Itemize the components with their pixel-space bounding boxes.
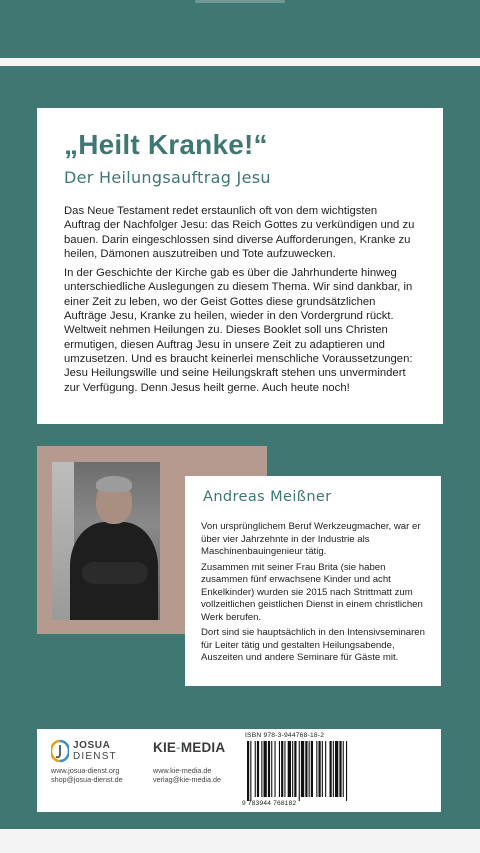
blurb-paragraph-1: Das Neue Testament redet erstaunlich oft von dem wichtigsten Auftrag der Nachfolger Jesu: das Reich Gottes zu verkündigen und zu bauen. Darin eingeschlossen sind diverse Aufforderungen, Kranke zu heilen, Dämonen auszutreiben und Tote aufzuwecken. <box>64 205 415 260</box>
kie-mail-link[interactable]: verlag@kie-media.de <box>153 775 222 785</box>
josua-contact <box>51 766 123 785</box>
barcode-bar <box>346 741 347 801</box>
kie-logo-dash: - <box>176 740 181 755</box>
kie-logo-part-a: KIE <box>153 740 177 755</box>
barcode-bar <box>335 741 338 797</box>
page-gap-top <box>0 58 480 66</box>
previous-page-strip <box>0 0 480 58</box>
barcode-bar <box>322 741 323 797</box>
barcode-bar <box>275 741 276 797</box>
josua-logo-bottom: DIENST <box>73 751 117 762</box>
barcode-bar <box>257 741 259 797</box>
kie-web-link[interactable]: www.kie-media.de <box>153 766 212 775</box>
barcode-bar <box>333 741 334 797</box>
isbn-label: ISBN 978-3-944768-18-2 <box>245 732 325 739</box>
author-name: Andreas Meißner <box>203 489 332 505</box>
barcode-bar <box>311 741 313 797</box>
kie-logo-part-b: MEDIA <box>180 740 226 755</box>
barcode-bar <box>309 741 310 797</box>
barcode-bar <box>294 741 296 797</box>
barcode-bar <box>330 741 332 797</box>
book-subtitle: Der Heilungsauftrag Jesu <box>64 168 271 187</box>
kie-media-logo <box>153 740 225 755</box>
barcode-bar <box>316 741 317 797</box>
author-bio-1: Von ursprünglichem Beruf Werkzeugmacher, war er über vier Jahrzehnte in der Industrie als Maschinenbauingenieur tätig. <box>201 521 421 557</box>
barcode-bar <box>325 741 326 797</box>
josua-logo-wordmark <box>73 740 117 762</box>
photo-person-arms <box>82 562 148 584</box>
barcode-bar <box>339 741 341 797</box>
book-title: „Heilt Kranke!“ <box>64 129 268 160</box>
barcode-bar <box>284 741 285 797</box>
barcode-bar <box>271 741 272 797</box>
barcode <box>243 741 403 801</box>
author-bio-card <box>185 476 441 686</box>
josua-logo-top: JOSUA <box>73 740 111 751</box>
author-photo <box>52 462 160 620</box>
josua-logo-icon <box>51 739 69 763</box>
barcode-bar <box>281 741 283 797</box>
photo-person-hair <box>96 476 132 492</box>
barcode-bar <box>247 741 249 801</box>
blurb-card <box>37 108 443 424</box>
barcode-bar <box>319 741 321 797</box>
kie-contact <box>153 766 221 785</box>
barcode-number: 9 783944 768182 <box>242 800 297 807</box>
barcode-bar <box>279 741 280 797</box>
barcode-bar <box>292 741 293 797</box>
josua-web-link[interactable]: www.josua-dienst.org <box>51 766 120 775</box>
barcode-bar <box>268 741 270 797</box>
blurb-paragraph-2: In der Geschichte der Kirche gab es über die Jahrhunderte hinweg unterschiedliche Auslegungen zu diesem Thema. Wir sind dankbar, in einer Zeit zu leben, wo der Geist Gottes diese grundsätzlichen Aufträge Jesu, Kranke zu heilen, wieder in den Vordergrund rückt. Weltweit nehmen Heilungen zu. Dieses Booklet soll uns Christen ermutigen, diesen Auftrag Jesu in unsere Zeit zu adaptieren und umzusetzen. Und es braucht keinerlei menschliche Voraussetzungen: Jesu Heilungswille und seine Heilungskraft stehen uns unvermindert zur Verfügung. Denn Jesus heilt gerne. Auch heute noch! <box>64 267 413 394</box>
barcode-bar <box>261 741 262 797</box>
barcode-bar <box>301 741 304 797</box>
josua-dienst-logo <box>51 739 131 767</box>
page-notch <box>195 0 285 3</box>
barcode-bar <box>343 741 344 797</box>
publisher-footer <box>37 729 441 812</box>
barcode-bar <box>255 741 256 797</box>
barcode-bar <box>305 741 307 797</box>
barcode-bar <box>299 741 300 801</box>
josua-mail-link[interactable]: shop@josua-dienst.de <box>51 775 123 785</box>
page-gap-bottom <box>0 829 480 853</box>
barcode-bar <box>288 741 291 797</box>
barcode-bar <box>250 741 251 801</box>
barcode-bar <box>264 741 267 797</box>
author-bio-3: Dort sind sie hauptsächlich in den Intensivseminaren für Leiter tätig und gestalten Heilungsabende, Auszeiten und andere Seminare für Gäste mit. <box>201 627 425 663</box>
author-bio-2: Zusammen mit seiner Frau Brita (sie haben zusammen fünf erwachsene Kinder und acht Enkelkinder) wurden sie 2015 nach Strittmatt zum vollzeitlichen geistlichen Dienst in einem christlichen Werk berufen. <box>201 561 423 623</box>
